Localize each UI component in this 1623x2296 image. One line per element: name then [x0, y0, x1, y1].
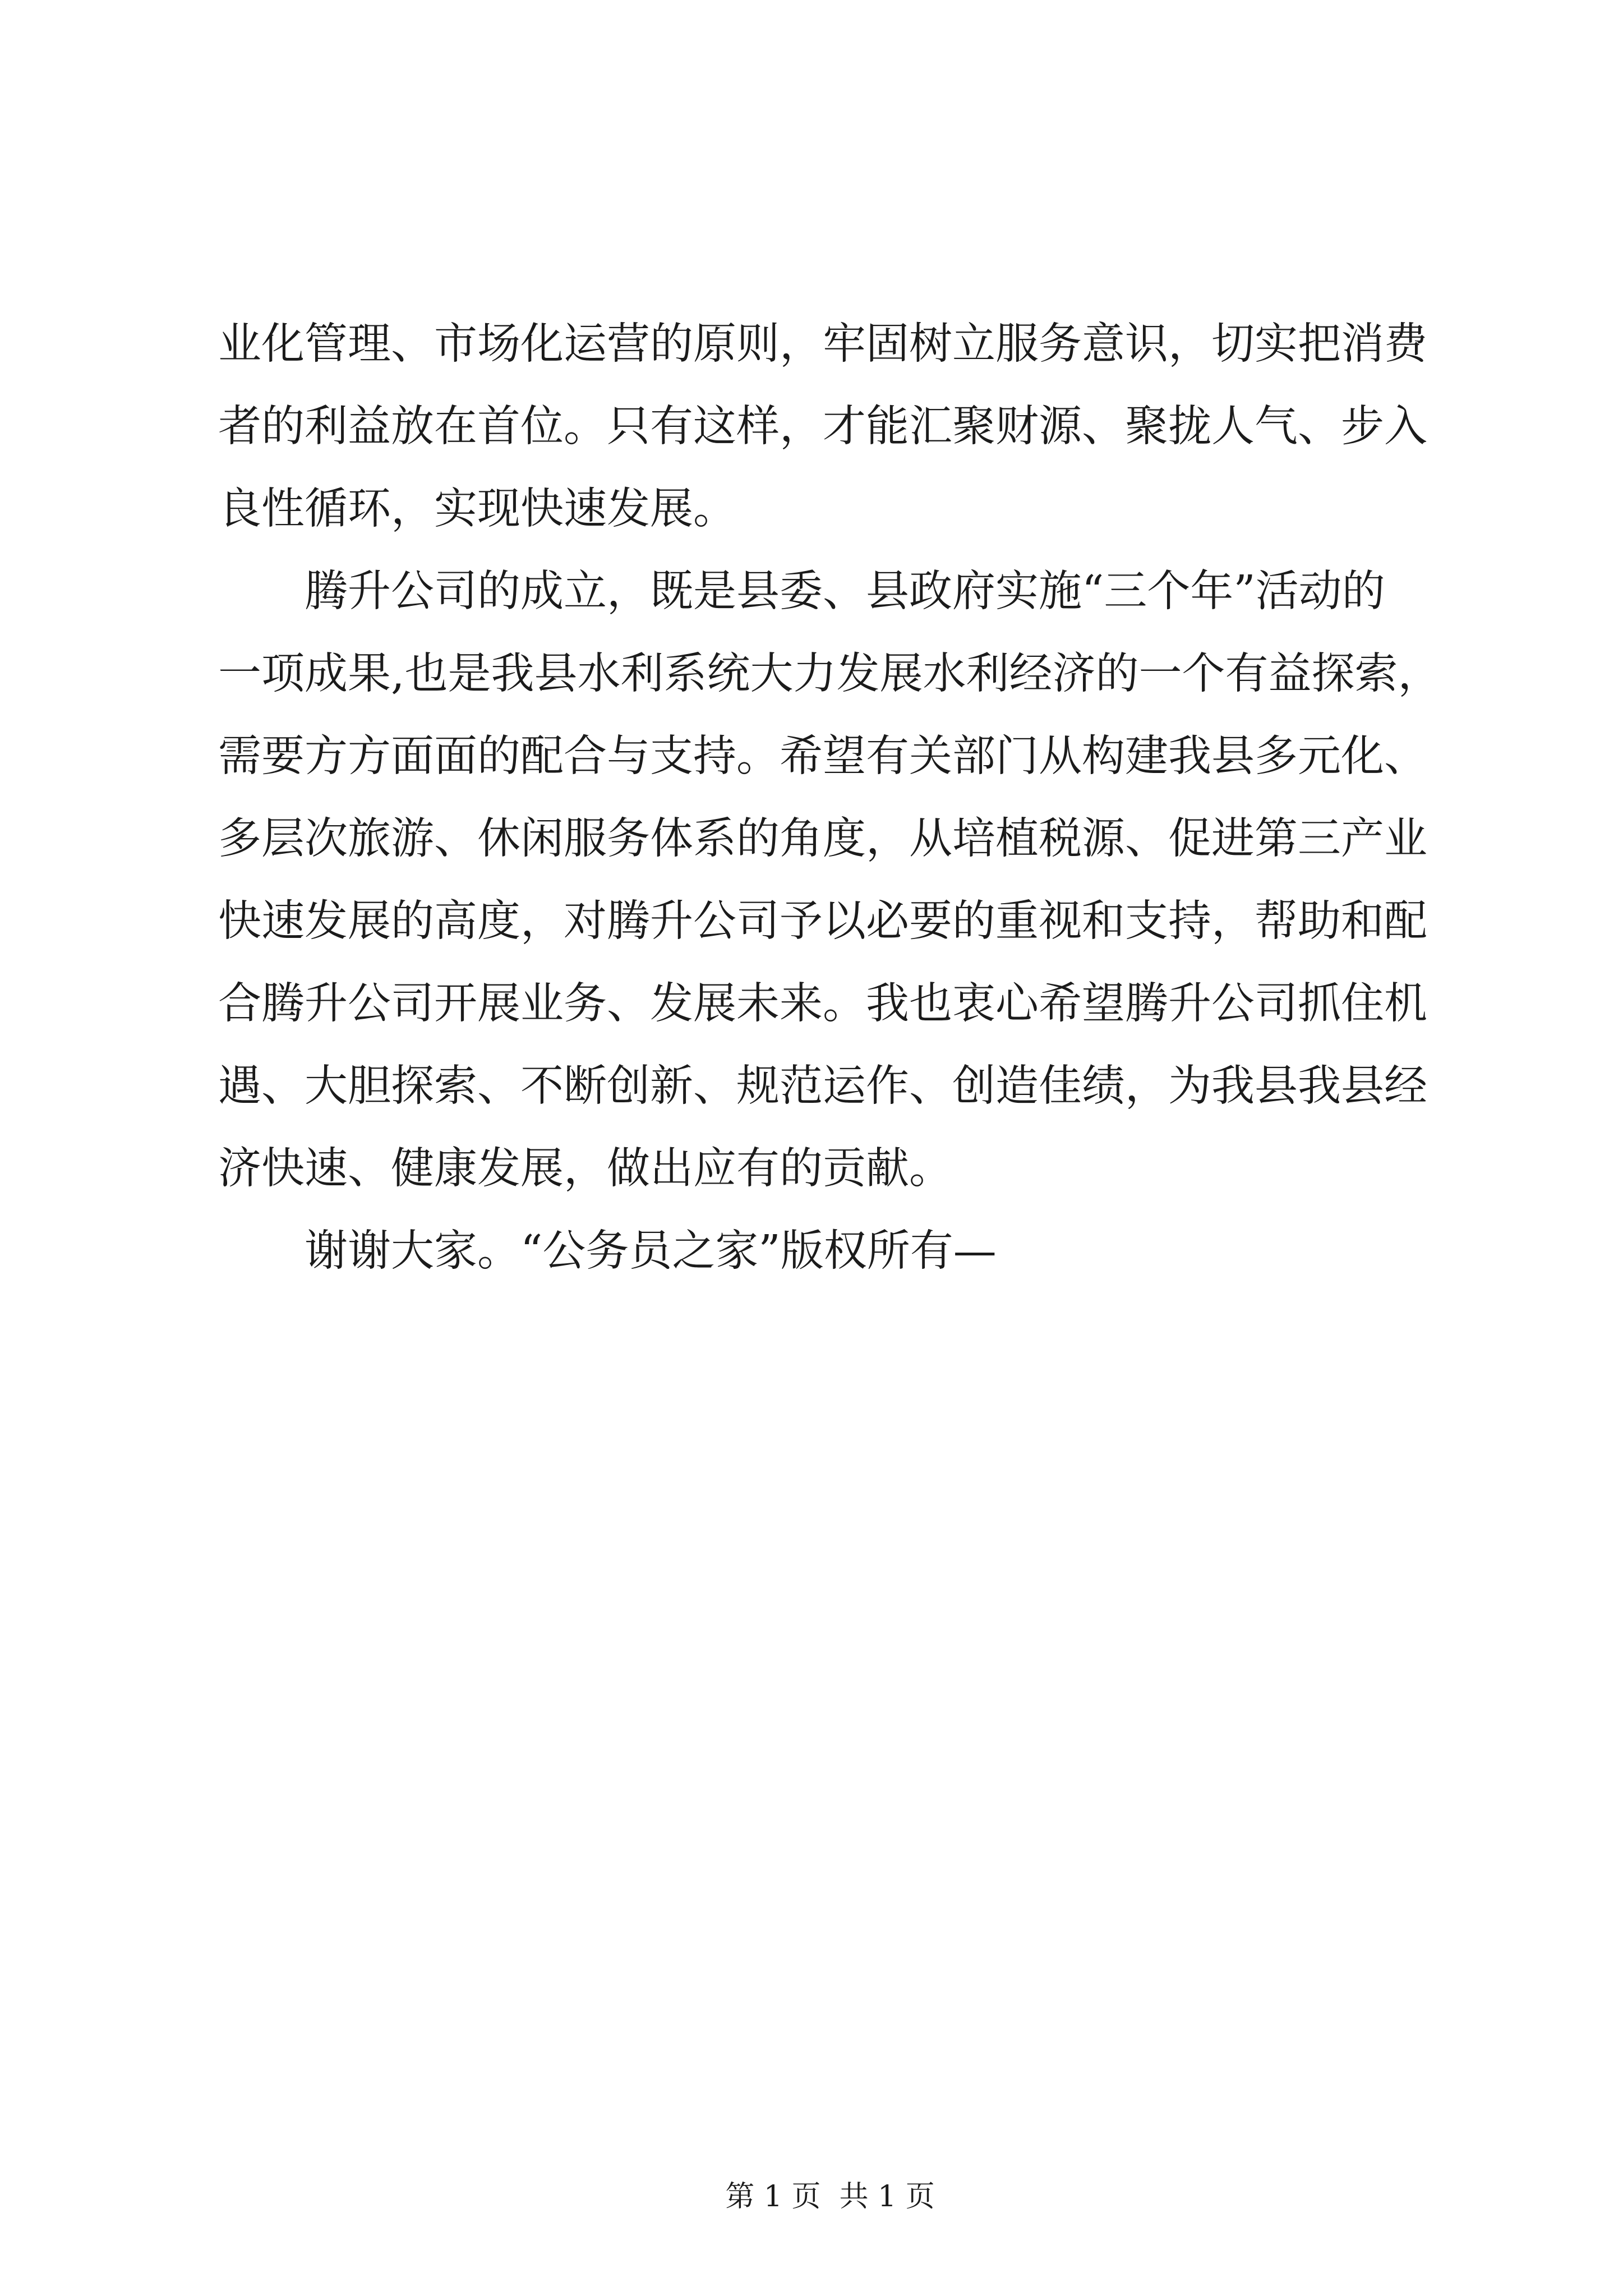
- text-line: 一项成果,也是我县水利系统大力发展水利经济的一个有益探索，: [218, 649, 1441, 699]
- text-line: 合腾升公司开展业务、发展未来。我也衷心希望腾升公司抓住机: [218, 979, 1427, 1029]
- body-text: [218, 303, 1452, 1292]
- page-footer: [0, 2136, 1623, 2257]
- paragraph-continuation: [218, 303, 1452, 550]
- paragraph-company-founding: [218, 550, 1452, 1210]
- paragraph-closing: [218, 1210, 1452, 1292]
- text-line: 业化管理、市场化运营的原则，牢固树立服务意识，切实把消费: [218, 319, 1427, 369]
- text-line: 多层次旅游、休闲服务体系的角度，从培植税源、促进第三产业: [218, 814, 1427, 864]
- text-line: 快速发展的高度，对腾升公司予以必要的重视和支持，帮助和配: [218, 896, 1427, 946]
- text-line: 腾升公司的成立，既是县委、县政府实施“三个年”活动的: [305, 567, 1385, 616]
- text-line: 者的利益放在首位。只有这样，才能汇聚财源、聚拢人气、步入: [218, 402, 1427, 452]
- text-line: 济快速、健康发展，做出应有的贡献。: [218, 1144, 952, 1194]
- text-line: 需要方方面面的配合与支持。希望有关部门从构建我县多元化、: [218, 731, 1427, 781]
- text-line: 谢谢大家。“公务员之家”版权所有—: [305, 1226, 997, 1276]
- text-line: 良性循环，实现快速发展。: [218, 484, 736, 534]
- text-line: 遇、大胆探索、不断创新、规范运作、创造佳绩，为我县我县经: [218, 1061, 1427, 1111]
- page-number-label: 第 1 页 共 1 页: [725, 2180, 935, 2214]
